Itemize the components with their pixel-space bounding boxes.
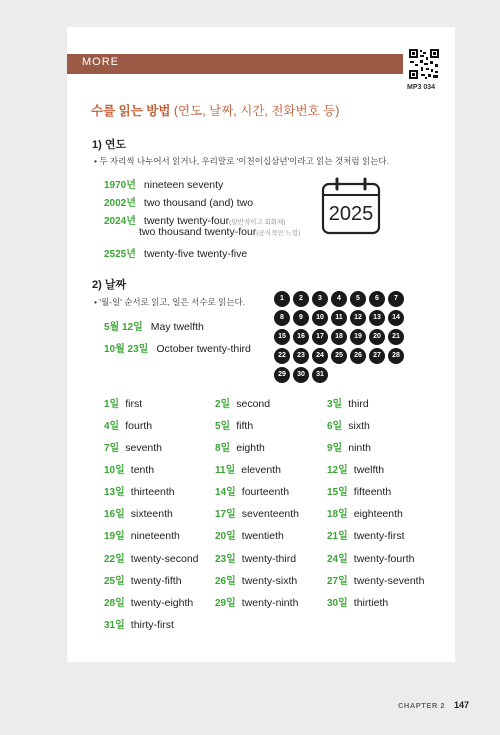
day-dot: 3 [312, 291, 328, 307]
day-dot: 23 [293, 348, 309, 364]
ordinal-item [104, 461, 154, 476]
more-label: MORE [82, 56, 119, 68]
ordinal-day: 29일 [215, 598, 236, 609]
ordinal-item [104, 395, 142, 410]
day-dot: 10 [312, 310, 328, 326]
ordinal-word: third [348, 398, 369, 410]
year-reading: twenty twenty-four [143, 215, 230, 227]
day-dot: 5 [350, 291, 366, 307]
ordinal-day: 10일 [104, 465, 125, 476]
ordinal-word: fourth [125, 420, 153, 432]
ordinal-item [327, 483, 391, 498]
date-reading: October twenty-third [156, 343, 251, 355]
day-dot: 28 [388, 348, 404, 364]
ordinal-day: 13일 [104, 487, 125, 498]
date-label: 10월 23일 [104, 344, 149, 355]
ordinal-item [215, 461, 281, 476]
section-title-main: 수를 읽는 방법 [91, 104, 171, 118]
day-dot: 11 [331, 310, 347, 326]
mp3-track-label: MP3 034 [407, 84, 436, 91]
years-heading: 1) 연도 [92, 139, 127, 151]
calendar-year: 2025 [328, 203, 374, 225]
ordinal-word: eighteenth [353, 508, 403, 520]
ordinal-item [215, 483, 289, 498]
day-dot: 1 [274, 291, 290, 307]
day-dot: 9 [293, 310, 309, 326]
ordinal-day: 2일 [215, 399, 231, 410]
day-dot: 24 [312, 348, 328, 364]
ordinal-word: seventeenth [241, 508, 300, 520]
ordinal-item [215, 594, 298, 609]
ordinal-day: 20일 [215, 531, 236, 542]
ordinal-item [327, 594, 388, 609]
day-dot: 18 [331, 329, 347, 345]
day-dot: 29 [274, 367, 290, 383]
day-dot: 25 [331, 348, 347, 364]
ordinal-item [104, 616, 174, 631]
page-number: 147 [454, 700, 470, 710]
ordinal-day: 7일 [104, 443, 120, 454]
year-label: 1970년 [104, 180, 136, 191]
ordinal-day: 3일 [327, 399, 343, 410]
ordinal-word: ninth [348, 442, 372, 454]
day-dot: 7 [388, 291, 404, 307]
ordinal-day: 12일 [327, 465, 348, 476]
ordinal-item [327, 417, 370, 432]
qr-code-icon[interactable] [408, 48, 440, 80]
year-row [139, 226, 300, 238]
ordinal-word: twentieth [241, 530, 284, 542]
ordinal-day: 4일 [104, 421, 120, 432]
ordinal-day: 31일 [104, 620, 125, 631]
ordinal-day: 8일 [215, 443, 231, 454]
ordinal-day: 18일 [327, 509, 348, 520]
ordinal-day: 23일 [215, 554, 236, 565]
ordinal-day: 14일 [215, 487, 236, 498]
ordinal-word: seventh [125, 442, 163, 454]
ordinal-item [104, 594, 193, 609]
ordinal-item [215, 527, 284, 542]
day-dot: 2 [293, 291, 309, 307]
ordinal-item [215, 505, 299, 520]
ordinal-day: 1일 [104, 399, 120, 410]
ordinal-day: 5일 [215, 421, 231, 432]
year-label: 2024년 [104, 216, 136, 227]
ordinal-item [327, 505, 403, 520]
year-row [104, 194, 253, 209]
day-dot: 8 [274, 310, 290, 326]
year-reading: two thousand (and) two [143, 197, 254, 209]
ordinal-item [104, 483, 175, 498]
section-title-sub: (연도, 날짜, 시간, 전화번호 등) [173, 104, 340, 118]
date-row [104, 340, 251, 355]
ordinal-item [215, 395, 270, 410]
ordinal-word: twenty-second [130, 553, 199, 565]
ordinal-item [104, 439, 162, 454]
ordinal-word: tenth [130, 464, 155, 476]
ordinal-item [215, 417, 253, 432]
ordinal-item [327, 439, 371, 454]
ordinal-word: second [236, 398, 271, 410]
day-dot: 13 [369, 310, 385, 326]
day-dot: 31 [312, 367, 328, 383]
ordinal-day: 19일 [104, 531, 125, 542]
ordinal-word: twenty-first [353, 530, 405, 542]
ordinal-word: twelfth [353, 464, 385, 476]
dates-heading: 2) 날짜 [92, 279, 127, 291]
ordinal-word: thirty-first [130, 619, 174, 631]
ordinal-item [327, 550, 415, 565]
year-row [104, 176, 223, 191]
year-reading: nineteen seventy [143, 179, 224, 191]
ordinal-word: thirtieth [353, 597, 389, 609]
ordinal-day: 25일 [104, 576, 125, 587]
ordinal-word: twenty-sixth [241, 575, 298, 587]
day-dot: 21 [388, 329, 404, 345]
day-dot: 16 [293, 329, 309, 345]
date-label: 5월 12일 [104, 322, 143, 333]
ordinal-item [104, 550, 199, 565]
ordinal-word: nineteenth [130, 530, 180, 542]
ordinal-day: 30일 [327, 598, 348, 609]
years-bullet: • 두 자리씩 나누어서 읽거나, 우리말로 '이천이십삼년'이라고 읽는 것처럼 읽는다. [94, 156, 389, 166]
day-dot: 12 [350, 310, 366, 326]
ordinal-word: twenty-third [241, 553, 297, 565]
ordinal-item [327, 461, 384, 476]
ordinal-day: 16일 [104, 509, 125, 520]
day-dot: 17 [312, 329, 328, 345]
day-dot: 15 [274, 329, 290, 345]
day-dot: 4 [331, 291, 347, 307]
day-dot: 6 [369, 291, 385, 307]
ordinal-word: twenty-ninth [241, 597, 299, 609]
ordinal-item [104, 505, 173, 520]
ordinal-item [104, 417, 152, 432]
ordinal-day: 21일 [327, 531, 348, 542]
year-reading: twenty-five twenty-five [143, 248, 248, 260]
ordinal-day: 9일 [327, 443, 343, 454]
ordinal-word: eleventh [241, 464, 281, 476]
ordinal-item [104, 572, 182, 587]
ordinal-day: 24일 [327, 554, 348, 565]
ordinal-item [327, 572, 424, 587]
ordinal-item [215, 439, 265, 454]
ordinal-item [327, 527, 405, 542]
day-dot: 30 [293, 367, 309, 383]
day-dot: 14 [388, 310, 404, 326]
ordinal-day: 6일 [327, 421, 343, 432]
ordinal-word: twenty-fourth [353, 553, 415, 565]
ordinal-word: sixteenth [130, 508, 173, 520]
date-reading: May twelfth [150, 321, 204, 333]
ordinal-day: 11일 [215, 465, 236, 476]
ordinal-item [215, 572, 297, 587]
ordinal-day: 22일 [104, 554, 125, 565]
year-note: (일반적이고 회화체) [229, 219, 286, 226]
ordinal-word: twenty-fifth [130, 575, 182, 587]
year-row [104, 212, 285, 227]
year-label: 2002년 [104, 198, 136, 209]
ordinal-word: thirteenth [130, 486, 175, 498]
chapter-label: CHAPTER 2 [398, 701, 446, 710]
ordinal-word: fifteenth [353, 486, 392, 498]
day-dot: 26 [350, 348, 366, 364]
ordinal-item [327, 395, 369, 410]
ordinal-item [104, 527, 180, 542]
ordinal-day: 28일 [104, 598, 125, 609]
section-title [91, 101, 339, 119]
date-row [104, 318, 204, 333]
ordinal-word: fourteenth [241, 486, 290, 498]
ordinal-word: eighth [236, 442, 265, 454]
ordinal-word: twenty-seventh [353, 575, 425, 587]
year-note: (공식적인 느낌) [256, 230, 301, 237]
ordinal-word: first [125, 398, 143, 410]
year-row [104, 245, 247, 260]
year-label: 2525년 [104, 249, 136, 260]
year-reading: two thousand twenty-four [139, 226, 257, 238]
day-dot: 19 [350, 329, 366, 345]
ordinal-word: twenty-eighth [130, 597, 194, 609]
day-dot: 22 [274, 348, 290, 364]
ordinal-word: sixth [348, 420, 370, 432]
ordinal-day: 26일 [215, 576, 236, 587]
ordinal-day: 15일 [327, 487, 348, 498]
day-dot: 20 [369, 329, 385, 345]
ordinal-day: 17일 [215, 509, 236, 520]
day-dot: 27 [369, 348, 385, 364]
ordinal-day: 27일 [327, 576, 348, 587]
ordinal-item [215, 550, 296, 565]
dates-bullet: • '월-일' 순서로 읽고, 일은 서수로 읽는다. [94, 297, 246, 307]
ordinal-word: fifth [236, 420, 254, 432]
